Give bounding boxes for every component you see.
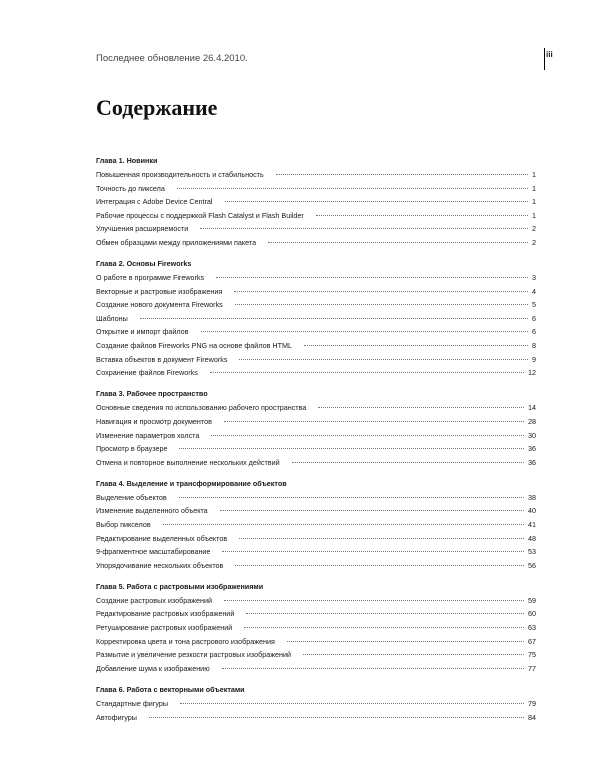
toc-entry[interactable] [96,711,536,725]
dot-leader [225,201,529,202]
toc-entry[interactable] [96,298,536,312]
dot-leader [235,565,524,566]
page-title: Содержание [96,95,218,120]
chapter-title[interactable]: Глава 2. Основы Fireworks [96,259,192,269]
toc-entry-page[interactable]: 2 [532,237,536,247]
dot-leader [222,668,524,669]
toc-entry[interactable] [96,532,536,546]
toc-entry[interactable] [96,182,536,196]
dot-leader [179,448,524,449]
toc-entry-page[interactable]: 1 [532,183,536,193]
toc-entry-page[interactable]: 53 [528,547,536,557]
toc-entry-page[interactable]: 63 [528,623,536,633]
toc-entry[interactable] [96,607,536,621]
toc-entry[interactable] [96,504,536,518]
toc-entry-label[interactable]: Стандартные фигуры [96,698,169,708]
toc-entry-label[interactable]: Автофигуры [96,712,137,722]
toc-entry-label[interactable]: Редактирование выделенных объектов [96,533,228,543]
toc-entry-label[interactable]: Создание нового документа Fireworks [96,300,223,310]
dot-leader [177,188,528,189]
toc-entry[interactable] [96,271,536,285]
last-updated-header: Последнее обновление 26.4.2010. [96,53,248,64]
dot-leader [149,717,524,718]
toc-entry-page[interactable]: 8 [532,341,536,351]
toc-entry[interactable] [96,635,536,649]
toc-entry-label[interactable]: Ретуширование растровых изображений [96,623,233,633]
toc-entry-label[interactable]: Рабочие процессы с поддержкой Flash Catalyst и Flash Builder [96,210,304,220]
dot-leader [268,242,528,243]
toc-entry[interactable] [96,339,536,353]
dot-leader [211,435,524,436]
toc-entry-label[interactable]: Вставка объектов в документ Fireworks [96,354,228,364]
toc-entry-page[interactable]: 38 [528,492,536,502]
toc-entry-label[interactable]: Добавление шума к изображению [96,663,210,673]
dot-leader [318,407,524,408]
dot-leader [235,304,528,305]
toc-entry-page[interactable]: 3 [532,273,536,283]
toc-entry-page[interactable]: 5 [532,300,536,310]
toc-entry-page[interactable]: 77 [528,663,536,673]
toc-entry[interactable] [96,491,536,505]
dot-leader [287,641,524,642]
toc-entry[interactable] [96,312,536,326]
toc-entry-label[interactable]: О работе в программе Fireworks [96,273,205,283]
toc-entry-page[interactable]: 4 [532,286,536,296]
dot-leader [246,613,524,614]
toc-entry[interactable] [96,195,536,209]
toc-entry-page[interactable]: 75 [528,650,536,660]
chapter-title[interactable]: Глава 4. Выделение и трансформирование объектов [96,478,287,488]
dot-leader [222,551,524,552]
toc-chapter [96,257,536,380]
toc-entry[interactable] [96,415,536,429]
toc-entry[interactable] [96,285,536,299]
toc-entry-label[interactable]: Шаблоны [96,313,128,323]
toc-entry-page[interactable]: 48 [528,533,536,543]
toc-entry[interactable] [96,353,536,367]
toc-entry[interactable] [96,559,536,573]
toc-entry[interactable] [96,429,536,443]
toc-entry-label[interactable]: Открытие и импорт файлов [96,327,189,337]
toc-entry-page[interactable]: 2 [532,224,536,234]
toc-entry-label[interactable]: Выделение объектов [96,492,167,502]
toc-entry-page[interactable]: 6 [532,313,536,323]
toc-entry[interactable] [96,325,536,339]
toc-entry[interactable] [96,366,536,380]
toc-entry-page[interactable]: 6 [532,327,536,337]
toc-entry-label[interactable]: Размытие и увеличение резкости растровых изображений [96,650,292,660]
dot-leader [239,359,528,360]
table-of-contents [96,154,536,732]
toc-entry[interactable] [96,401,536,415]
dot-leader [200,228,528,229]
header-divider [544,48,545,70]
toc-entry[interactable] [96,442,536,456]
toc-chapter [96,580,536,676]
toc-chapter [96,387,536,469]
toc-entry-label[interactable]: Изменение параметров холста [96,430,200,440]
dot-leader [210,372,524,373]
chapter-title[interactable]: Глава 1. Новинки [96,156,158,165]
dot-leader [234,291,528,292]
toc-entry-page[interactable]: 30 [528,430,536,440]
toc-entry-page[interactable]: 1 [532,210,536,220]
toc-entry-page[interactable]: 1 [532,197,536,207]
toc-entry-label[interactable]: 9-фрагментное масштабирование [96,547,211,557]
toc-entry[interactable] [96,621,536,635]
dot-leader [292,462,524,463]
toc-entry[interactable] [96,518,536,532]
toc-entry-label[interactable]: Создание файлов Fireworks PNG на основе файлов HTML [96,341,292,351]
dot-leader [316,215,528,216]
toc-entry-label[interactable]: Изменение выделенного объекта [96,506,208,516]
toc-entry[interactable] [96,236,536,250]
dot-leader [304,345,528,346]
toc-entry-label[interactable]: Точность до пиксела [96,183,165,193]
dot-leader [140,318,528,319]
toc-chapter [96,477,536,573]
dot-leader [239,538,524,539]
toc-chapter [96,154,536,250]
toc-entry-page[interactable]: 36 [528,444,536,454]
dot-leader [163,524,524,525]
chapter-title[interactable]: Глава 5. Работа с растровыми изображениями [96,581,264,591]
toc-entry-label[interactable]: Основные сведения по использованию рабочего пространства [96,403,307,413]
toc-entry-page[interactable]: 59 [528,595,536,605]
chapter-title[interactable]: Глава 3. Рабочее пространство [96,389,208,399]
toc-entry-label[interactable]: Корректировка цвета и тона растрового изображения [96,636,275,646]
toc-entry-label[interactable]: Повышенная производительность и стабильность [96,170,264,179]
dot-leader [303,654,524,655]
toc-entry-label[interactable]: Редактирование растровых изображений [96,609,235,619]
toc-entry[interactable] [96,168,536,182]
toc-entry-page[interactable]: 41 [528,519,536,529]
toc-entry-page[interactable]: 60 [528,609,536,619]
toc-entry-page[interactable]: 40 [528,506,536,516]
dot-leader [201,331,529,332]
toc-entry-page[interactable]: 36 [528,457,536,467]
toc-entry-page[interactable]: 56 [528,560,536,570]
page-number: iii [546,50,553,59]
toc-entry[interactable] [96,209,536,223]
toc-entry-page[interactable]: 28 [528,416,536,426]
toc-entry-page[interactable]: 14 [528,403,536,413]
toc-entry-label[interactable]: Улучшения расширяемости [96,224,189,234]
toc-entry[interactable] [96,697,536,711]
toc-chapter [96,683,536,724]
toc-entry-label[interactable]: Векторные и растровые изображения [96,286,223,296]
toc-entry[interactable] [96,222,536,236]
toc-entry-label[interactable]: Упорядочивание нескольких объектов [96,560,224,570]
toc-entry-label[interactable]: Создание растровых изображений [96,595,213,605]
toc-entry-page[interactable]: 79 [528,698,536,708]
toc-entry-label[interactable]: Выбор пикселов [96,519,151,529]
dot-leader [224,421,524,422]
toc-entry[interactable] [96,648,536,662]
toc-entry-label[interactable]: Обмен образцами между приложениями пакета [96,237,257,247]
toc-entry[interactable] [96,662,536,676]
dot-leader [220,510,524,511]
toc-entry-page[interactable]: 84 [528,712,536,722]
dot-leader [224,600,524,601]
toc-entry-page[interactable]: 9 [532,354,536,364]
toc-entry-label[interactable]: Сохранение файлов Fireworks [96,368,198,378]
dot-leader [244,627,524,628]
toc-entry-label[interactable]: Просмотр в браузере [96,444,168,454]
dot-leader [180,703,524,704]
toc-entry-page[interactable]: 67 [528,636,536,646]
toc-entry[interactable] [96,594,536,608]
dot-leader [276,174,528,175]
toc-entry-label[interactable]: Навигация и просмотр документов [96,416,212,426]
toc-entry-page[interactable]: 12 [528,368,536,378]
toc-entry[interactable] [96,545,536,559]
chapter-title[interactable]: Глава 6. Работа с векторными объектами [96,684,245,694]
dot-leader [216,277,528,278]
dot-leader [179,497,524,498]
toc-entry-label[interactable]: Отмена и повторное выполнение нескольких действий [96,457,280,467]
toc-entry-page[interactable]: 1 [532,170,536,179]
toc-entry[interactable] [96,456,536,470]
toc-entry-label[interactable]: Интеграция с Adobe Device Central [96,197,213,207]
